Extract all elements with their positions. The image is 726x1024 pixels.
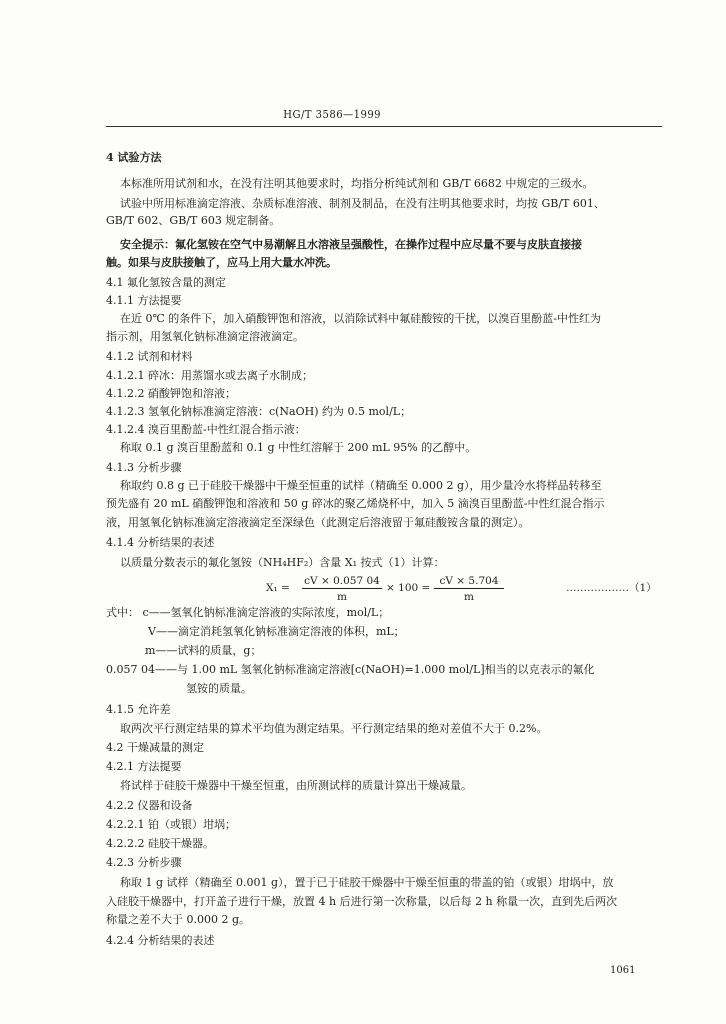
para-principle-1: 在近 0℃ 的条件下，加入硝酸钾饱和溶液，以消除试料中氟硅酸铵的干扰，以溴百里酚蓝-中性红为 xyxy=(120,312,602,325)
para-solutions-1: 试验中所用标准滴定溶液、杂质标准溶液、制剂及制品，在没有注明其他要求时，均按 GB/T 601、 xyxy=(120,197,605,210)
formula-lhs: X₁ = xyxy=(266,582,290,594)
heading-4-2-2: 4.2.2 仪器和设备 xyxy=(106,799,193,812)
formula-frac2-den: m xyxy=(464,591,474,603)
item-4-2-2-2: 4.2.2.2 硅胶干燥器。 xyxy=(106,837,214,850)
para-4-2-3-line-1: 称取 1 g 试样（精确至 0.001 g），置于已于硅胶干燥器中干燥至恒重的带盖的铂（或银）坩埚中，放 xyxy=(120,876,614,889)
heading-4-2-1: 4.2.1 方法提要 xyxy=(106,760,182,773)
item-4-1-2-2: 4.1.2.2 硝酸钾饱和溶液； xyxy=(106,387,236,400)
para-tolerance: 取两次平行测定结果的算术平均值为测定结果。平行测定结果的绝对差值不大于 0.2%。 xyxy=(120,722,548,735)
item-4-1-2-3: 4.1.2.3 氢氧化钠标准滴定溶液：c(NaOH) 约为 0.5 mol/L； xyxy=(106,405,412,418)
page-number: 1061 xyxy=(610,965,636,976)
para-4-2-3-line-2: 入硅胶干燥器中，打开盖子进行干燥，放置 4 h 后进行第一次称量，以后每 2 h 称量一次，直到先后两次 xyxy=(106,895,618,908)
formula-frac2-num: cV × 5.704 xyxy=(434,575,504,589)
para-4-2-3-line-3: 称量之差不大于 0.000 2 g。 xyxy=(106,913,251,926)
heading-4-1-1: 4.1.1 方法提要 xyxy=(106,294,182,307)
item-4-2-2-1: 4.2.2.1 铂（或银）坩埚； xyxy=(106,818,236,831)
para-4-2-1: 将试样于硅胶干燥器中干燥至恒重，由所测试样的质量计算出干燥减量。 xyxy=(120,779,472,792)
heading-4-1-2: 4.1.2 试剂和材料 xyxy=(106,350,193,363)
para-indicator: 称取 0.1 g 溴百里酚蓝和 0.1 g 中性红溶解于 200 mL 95% 的乙醇中。 xyxy=(120,441,477,454)
para-principle-2: 指示剂，用氢氧化钠标准滴定溶液滴定。 xyxy=(106,330,304,343)
item-4-1-2-1: 4.1.2.1 碎冰：用蒸馏水或去离子水制成； xyxy=(106,369,313,382)
formula-frac1-den: m xyxy=(337,591,347,603)
heading-4-2-4: 4.2.4 分析结果的表述 xyxy=(106,934,215,947)
formula-mid: × 100 = xyxy=(386,582,431,594)
where-const-1: 0.057 04——与 1.00 mL 氢氧化钠标准滴定溶液[c(NaOH)=1.000 mol/L]相当的以克表示的氟化 xyxy=(106,663,595,676)
para-result: 以质量分数表示的氟化氢铵（NH₄HF₂）含量 X₁ 按式（1）计算： xyxy=(120,556,445,569)
heading-4-2-3: 4.2.3 分析步骤 xyxy=(106,856,182,869)
where-v: V——滴定消耗氢氧化钠标准滴定溶液的体积，mL； xyxy=(148,625,405,638)
safety-line-2: 触。如果与皮肤接触了，应马上用大量水冲洗。 xyxy=(106,256,337,269)
heading-4-1-5: 4.1.5 允许差 xyxy=(106,703,171,716)
safety-line-1: 安全提示：氟化氢铵在空气中易潮解且水溶液呈强酸性，在操作过程中应尽量不要与皮肤直接接 xyxy=(120,238,582,251)
formula-number: ………………（1） xyxy=(566,582,657,594)
para-step-1: 称取约 0.8 g 已于硅胶干燥器中干燥至恒重的试样（精确至 0.000 2 g），用少量冷水将样品转移至 xyxy=(120,479,602,492)
para-solutions-2: GB/T 602、GB/T 603 规定制备。 xyxy=(106,214,281,227)
para-step-2: 预先盛有 20 mL 硝酸钾饱和溶液和 50 g 碎冰的聚乙烯烧杯中，加入 5 滴溴百里酚蓝-中性红混合指示 xyxy=(106,497,605,510)
para-step-3: 液，用氢氧化钠标准滴定溶液滴定至深绿色（此测定后溶液留于氟硅酸铵含量的测定）。 xyxy=(106,516,530,529)
header-rule xyxy=(106,126,662,127)
where-m: m——试料的质量，g； xyxy=(145,644,262,657)
page-header: HG/T 3586—1999 xyxy=(283,108,382,121)
where-const-2: 氢铵的质量。 xyxy=(186,682,252,695)
heading-4-1: 4.1 氟化氢铵含量的测定 xyxy=(106,276,226,289)
where-c: 式中： c——氢氧化钠标准滴定溶液的实际浓度，mol/L； xyxy=(106,606,390,619)
item-4-1-2-4: 4.1.2.4 溴百里酚蓝-中性红混合指示液： xyxy=(106,423,306,436)
formula-frac1-num: cV × 0.057 04 xyxy=(302,575,382,589)
heading-4-1-4: 4.1.4 分析结果的表述 xyxy=(106,536,215,549)
heading-4-1-3: 4.1.3 分析步骤 xyxy=(106,461,182,474)
heading-4: 4 试验方法 xyxy=(106,151,162,164)
heading-4-2: 4.2 干燥减量的测定 xyxy=(106,741,204,754)
para-reagents: 本标准所用试剂和水，在没有注明其他要求时，均指分析纯试剂和 GB/T 6682 中规定的三级水。 xyxy=(120,177,594,190)
